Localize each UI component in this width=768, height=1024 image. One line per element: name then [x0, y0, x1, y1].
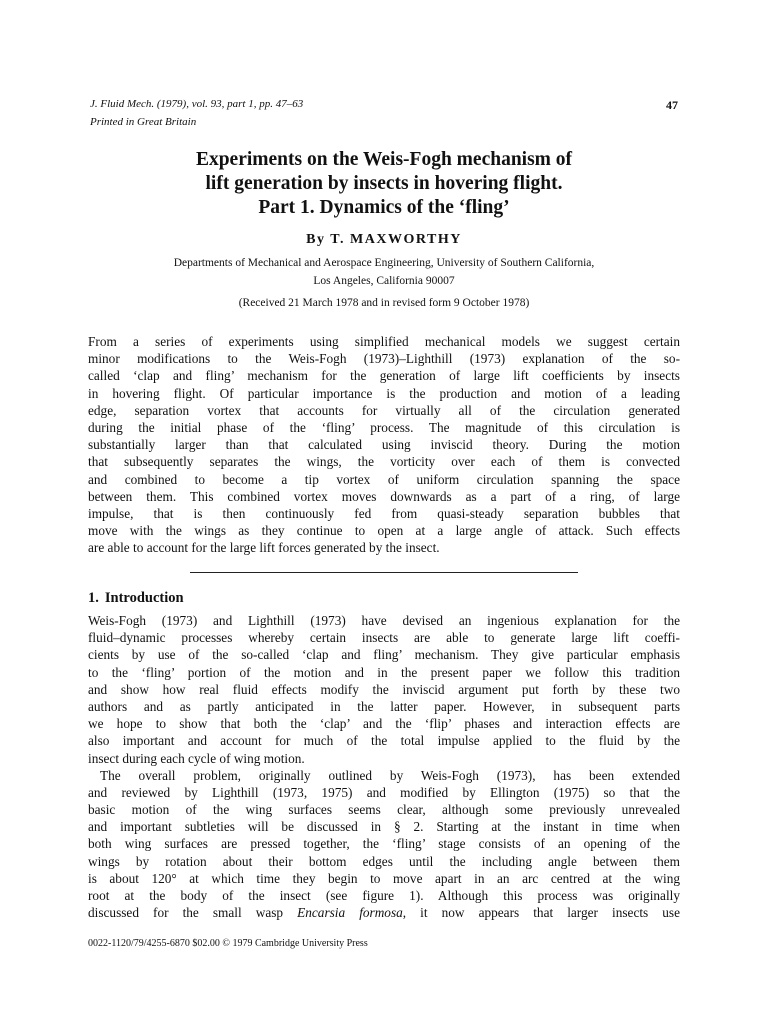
abstract-line: minor modifications to the Weis-Fogh (1973)–Lighthill (1973) explanation of the so- — [88, 351, 680, 367]
title-line: lift generation by insects in hovering flight. — [205, 173, 563, 194]
body-line: basic motion of the wing surfaces seems clear, although some previously unrevealed — [88, 802, 680, 818]
abstract — [88, 333, 680, 556]
abstract-line: are able to account for the large lift forces generated by the insect. — [88, 540, 440, 556]
author-affiliation — [0, 254, 768, 290]
abstract-line: impulse, that is then continuously fed from quasi-steady separation bubbles that — [88, 505, 680, 521]
title-line: Part 1. Dynamics of the ‘fling’ — [258, 197, 510, 218]
received-dates: (Received 21 March 1978 and in revised form 9 October 1978) — [238, 297, 530, 309]
journal-citation: J. Fluid Mech. (1979), vol. 93, part 1, pp. 47–63 — [90, 98, 304, 110]
body-line: discussed for the small wasp Encarsia formosa, it now appears that larger insects use — [88, 905, 680, 921]
page-number: 47 — [666, 98, 678, 112]
printed-in-note: Printed in Great Britain — [90, 116, 197, 128]
copyright-footer: 0022-1120/79/4255-6870 $02.00 © 1979 Cambridge University Press — [88, 938, 368, 949]
body-line: and reviewed by Lighthill (1973, 1975) and modified by Ellington (1975) so that the — [88, 784, 680, 800]
abstract-line: between them. This combined vortex moves downwards as a part of a ring, of large — [88, 488, 680, 504]
body-line: insect during each cycle of wing motion. — [88, 750, 305, 766]
body-line: both wing surfaces are pressed together, the ‘fling’ stage consists of an opening of the — [88, 836, 680, 852]
title-line: Experiments on the Weis-Fogh mechanism of — [195, 149, 573, 170]
body-line: wings by rotation about their bottom edges until the including angle between them — [88, 853, 680, 869]
abstract-line: edge, separation vortex that accounts for virtually all of the circulation generated — [88, 402, 680, 418]
body-line: and important subtleties will be discussed in § 2. Starting at the instant in time when — [88, 819, 680, 835]
abstract-line: and combined to become a tip vortex of uniform circulation spanning the space — [88, 471, 680, 487]
section-divider — [190, 572, 578, 573]
body-line: Weis-Fogh (1973) and Lighthill (1973) have devised an ingenious explanation for the — [88, 613, 680, 628]
abstract-line: substantially larger than that calculated using inviscid theory. During the motion — [88, 437, 680, 453]
body-line: The overall problem, originally outlined by Weis-Fogh (1973), has been extended — [100, 767, 680, 783]
body-line: cients by use of the so-called ‘clap and fling’ mechanism. They give particular emphasis — [88, 647, 680, 663]
abstract-line: From a series of experiments using simplified mechanical models we suggest certain — [88, 334, 680, 349]
body-line: root at the body of the insect (see figure 1). Although this process was originally — [88, 888, 680, 903]
abstract-line: that subsequently separates the wings, the vorticity over each of them is convected — [88, 454, 680, 470]
abstract-line: during the initial phase of the ‘fling’ process. The magnitude of this circulation is — [88, 419, 680, 435]
section-heading — [88, 590, 184, 607]
affiliation-line: Departments of Mechanical and Aerospace Engineering, University of Southern California, — [173, 257, 595, 269]
section-title: Introduction — [104, 590, 184, 606]
body-text — [88, 612, 680, 921]
body-line: fluid–dynamic processes whereby certain insects are able to generate large lift coeffi- — [88, 630, 680, 646]
abstract-line: move with the wings as they continue to open at a large angle of attack. Such effects — [88, 523, 680, 539]
body-line: also important and account for much of the total impulse applied to the fluid by the — [88, 733, 680, 749]
paper-title — [0, 148, 768, 220]
abstract-line: in hovering flight. Of particular importance is the production and motion of a leading — [88, 385, 680, 401]
species-name: Encarsia formosa — [297, 905, 403, 921]
abstract-line: called ‘clap and fling’ mechanism for the generation of large lift coefficients by insects — [88, 368, 680, 384]
body-line: to the ‘fling’ portion of the motion and in the present paper we follow this tradition — [88, 664, 680, 680]
author-byline: By T. MAXWORTHY — [306, 232, 462, 247]
body-line: and show how real fluid effects modify the inviscid argument put forth by these two — [88, 681, 680, 697]
body-line: we hope to show that both the ‘clap’ and the ‘flip’ phases and interaction effects are — [88, 716, 680, 732]
section-number: 1. — [88, 590, 99, 606]
body-line: authors and as partly anticipated in the latter paper. However, in subsequent parts — [88, 698, 680, 714]
body-line: is about 120° at which time they begin to move apart in an arc centred at the wing — [88, 870, 680, 886]
affiliation-line: Los Angeles, California 90007 — [313, 275, 455, 287]
